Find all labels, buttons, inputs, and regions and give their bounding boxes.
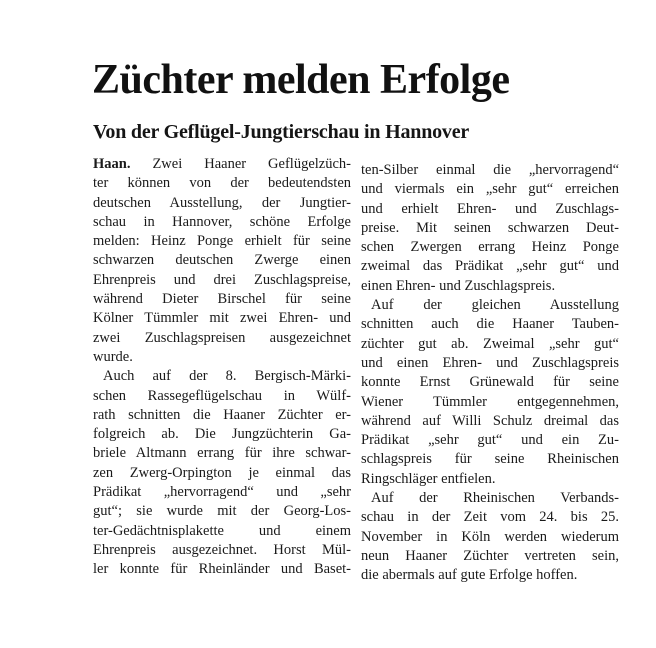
article-line-text: briele Altmann errang für ihre schwar- — [93, 445, 351, 462]
article-line — [93, 483, 351, 502]
article-line — [93, 174, 351, 193]
article-line-text: Prädikat „sehr gut“ und ein Zu- — [361, 432, 619, 449]
article-line — [361, 373, 619, 392]
article-line-text: schen Rassegeflügelschau in Wülf- — [93, 387, 351, 404]
article-line — [361, 219, 619, 238]
article-line — [361, 161, 619, 180]
article-line — [361, 277, 619, 296]
article-line — [93, 155, 351, 174]
headline: Züchter melden Erfolge — [92, 57, 510, 103]
article-line — [361, 508, 619, 527]
article-line — [361, 450, 619, 469]
article-line-text: und viermals ein „sehr gut“ erreichen — [361, 181, 619, 198]
article-line — [361, 354, 619, 373]
article-line — [93, 348, 351, 367]
article-line-text: Wiener Tümmler entgegennehmen, — [361, 393, 619, 410]
article-line-text: Prädikat „hervorragend“ und „sehr — [93, 484, 351, 501]
article-line — [361, 200, 619, 219]
article-line — [361, 431, 619, 450]
article-line-text: deutschen Ausstellung, der Jungtier- — [93, 194, 351, 211]
article-line-text: melden: Heinz Ponge erhielt für seine — [93, 233, 351, 250]
article-line — [361, 296, 619, 315]
article-line — [93, 271, 351, 290]
article-line-text: konnte Ernst Grünewald für seine — [361, 374, 619, 391]
article-line-text: zwei Zuschlagspreisen ausgezeichnet — [93, 329, 351, 346]
article-line-text: November in Köln werden wiederum — [361, 528, 619, 545]
article-line — [361, 489, 619, 508]
article-line-text: Auf der Rheinischen Verbands- — [371, 490, 619, 507]
article-line — [361, 412, 619, 431]
article-line-text: Kölner Tümmler mit zwei Ehren- und — [93, 310, 351, 327]
article-line-text: rath schnitten die Haaner Züchter er- — [93, 406, 351, 423]
article-line-text: zen Zwerg-Orpington je einmal das — [93, 464, 351, 481]
article-line-text: zweimal das Prädikat „sehr gut“ und — [361, 258, 619, 275]
article-line — [361, 335, 619, 354]
article-line — [93, 522, 351, 541]
article-line — [93, 194, 351, 213]
article-line-text: die abermals auf gute Erfolge hoffen. — [361, 567, 578, 584]
article-line-text: Zwei Haaner Geflügelzüch- — [152, 156, 351, 172]
article-line — [93, 541, 351, 560]
article-line-text: schau in der Zeit vom 24. bis 25. — [361, 509, 619, 526]
article-line-text: Auch auf der 8. Bergisch-Märki- — [103, 368, 351, 385]
article-line — [93, 464, 351, 483]
article-line-text: schwarzen deutschen Zwerge einen — [93, 252, 351, 269]
article-line — [361, 470, 619, 489]
article-line-text: schnitten auch die Haaner Tauben- — [361, 316, 619, 333]
article-line-text: gut“; sie wurde mit der Georg-Los- — [93, 503, 351, 520]
article-line — [361, 180, 619, 199]
article-line — [361, 547, 619, 566]
article-line — [93, 406, 351, 425]
article-column-right — [361, 161, 619, 586]
article-line — [93, 290, 351, 309]
subheadline: Von der Geflügel-Jungtierschau in Hannover — [93, 121, 470, 143]
article-line-text: Ehrenpreis ausgezeichnet. Horst Mül- — [93, 541, 351, 558]
article-line — [361, 315, 619, 334]
article-line — [93, 213, 351, 232]
article-line — [93, 367, 351, 386]
article-line-text: folgreich ab. Die Jungzüchterin Ga- — [93, 426, 351, 443]
article-line-text: und einen Ehren- und Zuschlagspreis — [361, 354, 619, 371]
article-line-text: ter-Gedächtnisplakette und einem — [93, 522, 351, 539]
article-line — [361, 238, 619, 257]
article-line-text: schlagspreis für seine Rheinischen — [361, 451, 619, 468]
article-line — [361, 257, 619, 276]
article-line-text: einen Ehren- und Zuschlagspreis. — [361, 277, 556, 294]
article-line — [361, 528, 619, 547]
article-line — [93, 387, 351, 406]
article-line-text: während Dieter Birschel für seine — [93, 291, 351, 308]
article-line-text: ten-Silber einmal die „hervorragend“ — [361, 162, 619, 178]
article-line-text: ler konnte für Rheinländer und Baset- — [93, 561, 351, 578]
article-line-text: und erhielt Ehren- und Zuschlags- — [361, 200, 619, 217]
article-line — [361, 566, 619, 585]
article-line-text: wurde. — [93, 348, 133, 365]
article-line — [93, 425, 351, 444]
article-column-left — [93, 155, 351, 580]
article-line-text: während auf Willi Schulz dreimal das — [361, 412, 619, 429]
article-line-text: preise. Mit seinen schwarzen Deut- — [361, 219, 619, 236]
article-line — [93, 251, 351, 270]
article-line-text: züchter gut ab. Zweimal „sehr gut“ — [361, 335, 619, 352]
article-line-text: schau in Hannover, schöne Erfolge — [93, 213, 351, 230]
article-line — [93, 329, 351, 348]
article-line — [93, 309, 351, 328]
article-line — [93, 502, 351, 521]
article-line-text: neun Haaner Züchter vertreten sein, — [361, 547, 619, 564]
article-line-text: Auf der gleichen Ausstellung — [371, 297, 619, 314]
article-line — [93, 560, 351, 579]
article-line-text: Ringschläger entfielen. — [361, 470, 496, 487]
article-line — [361, 393, 619, 412]
article-line-text: schen Zwergen errang Heinz Ponge — [361, 239, 619, 256]
article-line-text: ter können von der bedeutendsten — [93, 175, 351, 192]
article-line — [93, 232, 351, 251]
dateline: Haan. — [93, 156, 131, 172]
article-line — [93, 444, 351, 463]
article-line-text: Ehrenpreis und drei Zuschlagspreise, — [93, 271, 351, 288]
